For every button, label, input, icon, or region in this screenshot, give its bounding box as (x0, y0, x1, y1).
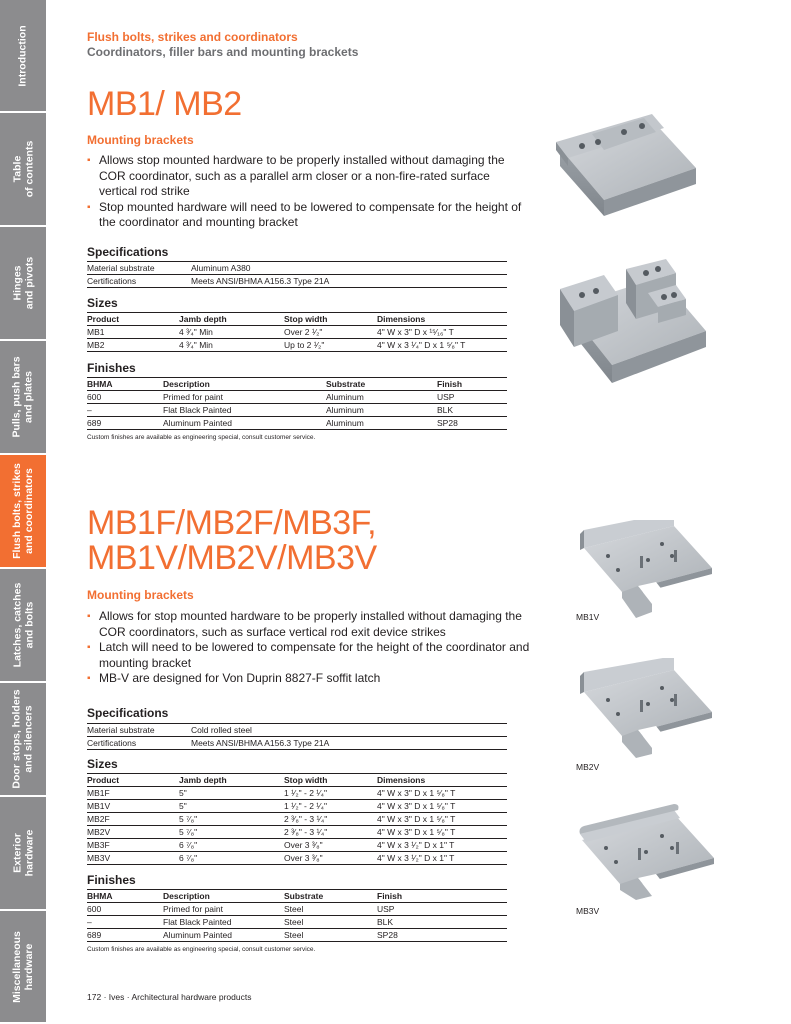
table-cell: Aluminum Painted (163, 417, 326, 430)
side-tab-latches[interactable] (0, 569, 46, 683)
side-tab-label: Flush bolts, strikes and coordinators (11, 463, 36, 559)
table-row (87, 417, 507, 430)
page-footer (87, 992, 251, 1002)
table-row (87, 339, 507, 352)
column-header: Jamb depth (179, 774, 284, 787)
side-tab-label: Introduction (17, 24, 29, 87)
subcategory-heading: Coordinators, filler bars and mounting brackets (87, 45, 359, 59)
spec-value: Cold rolled steel (191, 724, 507, 737)
table-cell: 5" (179, 787, 284, 800)
table-cell: MB3F (87, 839, 179, 852)
finishes-heading: Finishes (87, 361, 136, 375)
feature-item: ▪ Allows stop mounted hardware to be properly installed without damaging the COR coordinator, such as a parallel arm closer or a non-fire-rated surface vertical rod strike (87, 153, 527, 200)
table-row (87, 852, 507, 865)
table-cell: 4" W x 3 ¹⁄₂" D x 1" T (377, 839, 507, 852)
finishes-table (87, 377, 507, 430)
feature-item: ▪ MB-V are designed for Von Duprin 8827-F soffit latch (87, 671, 537, 687)
column-header: Dimensions (377, 313, 507, 326)
spec-value: Aluminum A380 (191, 262, 507, 275)
side-tab-label: Door stops, holders and silencers (11, 689, 35, 789)
column-header: Finish (377, 890, 507, 903)
side-tab-label: Exterior hardware (11, 829, 35, 877)
table-row (87, 262, 507, 275)
table-cell: MB2F (87, 813, 179, 826)
table-row (87, 737, 507, 750)
table-header-row (87, 378, 507, 391)
side-navigation (0, 0, 46, 1024)
table-cell: 4" W x 3" D x 1 ⁵⁄₈" T (377, 800, 507, 813)
table-cell: 4" W x 3" D x 1 ⁵⁄₈" T (377, 787, 507, 800)
table-cell: Steel (284, 929, 377, 942)
column-header: Stop width (284, 774, 377, 787)
table-row (87, 839, 507, 852)
table-row (87, 929, 507, 942)
mb3v-image-label: MB3V (576, 906, 600, 916)
table-cell: Up to 2 ¹⁄₂" (284, 339, 377, 352)
table-cell: MB1 (87, 326, 179, 339)
table-header-row (87, 774, 507, 787)
table-cell: 5 ⁷⁄₈" (179, 826, 284, 839)
table-cell: SP28 (437, 417, 507, 430)
column-header: Description (163, 890, 284, 903)
footer-book-title: Architectural hardware products (131, 992, 252, 1002)
mb3v-bracket-image (576, 800, 722, 900)
table-header-row (87, 313, 507, 326)
table-cell: MB2V (87, 826, 179, 839)
footer-separator: · (103, 992, 109, 1002)
table-cell: 4" W x 3" D x 1 ⁵⁄₈" T (377, 826, 507, 839)
table-cell: 689 (87, 929, 163, 942)
table-cell: MB3V (87, 852, 179, 865)
table-row (87, 813, 507, 826)
specifications-heading: Specifications (87, 706, 169, 720)
side-tab-door-stops[interactable] (0, 683, 46, 797)
mb1v-image-label: MB1V (576, 612, 600, 622)
column-header: Product (87, 774, 179, 787)
column-header: Substrate (284, 890, 377, 903)
spec-value: Meets ANSI/BHMA A156.3 Type 21A (191, 275, 507, 288)
table-cell: 600 (87, 903, 163, 916)
side-tab-label: Hinges and pivots (11, 256, 36, 310)
table-cell: MB1V (87, 800, 179, 813)
table-row (87, 916, 507, 929)
sizes-table (87, 312, 507, 352)
table-cell: 5" (179, 800, 284, 813)
table-cell: MB2 (87, 339, 179, 352)
mb2-bracket-image (556, 255, 716, 387)
table-cell: Primed for paint (163, 903, 284, 916)
spec-label: Material substrate (87, 262, 191, 275)
column-header: Stop width (284, 313, 377, 326)
table-cell: Flat Black Painted (163, 404, 326, 417)
column-header: Description (163, 378, 326, 391)
product-title-mbv-line2: MB1V/MB2V/MB3V (87, 539, 377, 577)
side-tab-label: Latches, catches and bolts (11, 582, 36, 668)
table-cell: Primed for paint (163, 391, 326, 404)
product-title-mb1-mb2: MB1/ MB2 (87, 85, 242, 123)
footer-brand: Ives (108, 992, 125, 1002)
table-cell: 4 ³⁄₄" Min (179, 326, 284, 339)
table-cell: MB1F (87, 787, 179, 800)
table-cell: BLK (437, 404, 507, 417)
table-row (87, 724, 507, 737)
finishes-table (87, 889, 507, 942)
column-header: Dimensions (377, 774, 507, 787)
custom-finish-note: Custom finishes are available as engineering special, consult customer service. (87, 434, 316, 441)
mb1v-bracket-image (578, 520, 720, 620)
specifications-heading: Specifications (87, 245, 169, 259)
finishes-heading: Finishes (87, 873, 136, 887)
section-subtitle: Mounting brackets (87, 133, 194, 147)
table-cell: 4" W x 3" D x 1 ⁵⁄₈" T (377, 813, 507, 826)
table-cell: 4" W x 3" D x ¹⁵⁄₁₆" T (377, 326, 507, 339)
column-header: Product (87, 313, 179, 326)
sizes-heading: Sizes (87, 296, 118, 310)
spec-value: Meets ANSI/BHMA A156.3 Type 21A (191, 737, 507, 750)
table-cell: SP28 (377, 929, 507, 942)
column-header: Finish (437, 378, 507, 391)
table-cell: 1 ¹⁄₂" - 2 ¹⁄₄" (284, 800, 377, 813)
table-row (87, 391, 507, 404)
table-cell: USP (377, 903, 507, 916)
spec-label: Certifications (87, 275, 191, 288)
table-cell: Steel (284, 903, 377, 916)
table-cell: Over 3 ³⁄₈" (284, 839, 377, 852)
table-cell: 2 ³⁄₈" - 3 ¹⁄₄" (284, 826, 377, 839)
table-cell: 2 ³⁄₈" - 3 ¹⁄₄" (284, 813, 377, 826)
table-cell: 1 ¹⁄₂" - 2 ¹⁄₄" (284, 787, 377, 800)
table-cell: – (87, 916, 163, 929)
table-row (87, 326, 507, 339)
table-row (87, 404, 507, 417)
table-cell: Over 2 ¹⁄₂" (284, 326, 377, 339)
table-cell: Aluminum Painted (163, 929, 284, 942)
table-cell: 4" W x 3 ¹⁄₂" D x 1" T (377, 852, 507, 865)
side-tab-pulls[interactable] (0, 341, 46, 455)
side-tab-flush-bolts[interactable] (0, 455, 46, 569)
column-header: BHMA (87, 890, 163, 903)
side-tab-table-of-contents[interactable] (0, 113, 46, 227)
column-header: Substrate (326, 378, 437, 391)
page-number: 172 (87, 992, 102, 1002)
table-cell: Aluminum (326, 417, 437, 430)
feature-item: ▪ Latch will need to be lowered to compensate for the height of the coordinator and mounting bracket (87, 640, 537, 671)
table-cell: – (87, 404, 163, 417)
table-cell: Flat Black Painted (163, 916, 284, 929)
feature-list (87, 153, 527, 231)
table-cell: 5 ⁷⁄₈" (179, 813, 284, 826)
custom-finish-note: Custom finishes are available as engineering special, consult customer service. (87, 946, 316, 953)
specifications-table (87, 261, 507, 288)
mb1-bracket-image (552, 108, 702, 223)
table-cell: 6 ⁷⁄₈" (179, 852, 284, 865)
feature-item: ▪ Stop mounted hardware will need to be lowered to compensate for the height of the coordinator and mounting bracket (87, 200, 527, 231)
side-tab-miscellaneous[interactable] (0, 911, 46, 1024)
table-cell: 600 (87, 391, 163, 404)
table-cell: Steel (284, 916, 377, 929)
table-cell: 4" W x 3 ¹⁄₄" D x 1 ⁵⁄₈" T (377, 339, 507, 352)
table-row (87, 787, 507, 800)
mb2v-bracket-image (578, 658, 720, 758)
footer-separator: · (126, 992, 132, 1002)
category-heading: Flush bolts, strikes and coordinators (87, 30, 298, 44)
side-tab-introduction[interactable] (0, 0, 46, 113)
mb2v-image-label: MB2V (576, 762, 600, 772)
column-header: Jamb depth (179, 313, 284, 326)
table-header-row (87, 890, 507, 903)
column-header: BHMA (87, 378, 163, 391)
product-title-mbf-line1: MB1F/MB2F/MB3F, (87, 504, 377, 542)
side-tab-label: Table of contents (11, 140, 35, 198)
table-cell: Aluminum (326, 391, 437, 404)
table-row (87, 903, 507, 916)
spec-label: Certifications (87, 737, 191, 750)
sizes-table (87, 773, 507, 865)
side-tab-label: Miscellaneous hardware (11, 930, 35, 1003)
spec-label: Material substrate (87, 724, 191, 737)
table-cell: 4 ³⁄₄" Min (179, 339, 284, 352)
table-row (87, 800, 507, 813)
table-row (87, 826, 507, 839)
feature-item: ▪ Allows for stop mounted hardware to be properly installed without damaging the COR coordinators, such as surface vertical rod exit device strikes (87, 609, 537, 640)
table-cell: BLK (377, 916, 507, 929)
table-row (87, 275, 507, 288)
specifications-table (87, 723, 507, 750)
table-cell: 689 (87, 417, 163, 430)
section-subtitle: Mounting brackets (87, 588, 194, 602)
table-cell: Over 3 ³⁄₈" (284, 852, 377, 865)
side-tab-exterior[interactable] (0, 797, 46, 911)
table-cell: USP (437, 391, 507, 404)
table-cell: 6 ⁷⁄₈" (179, 839, 284, 852)
side-tab-hinges[interactable] (0, 227, 46, 341)
side-tab-label: Pulls, push bars and plates (11, 356, 36, 438)
sizes-heading: Sizes (87, 757, 118, 771)
feature-list (87, 609, 537, 687)
table-cell: Aluminum (326, 404, 437, 417)
